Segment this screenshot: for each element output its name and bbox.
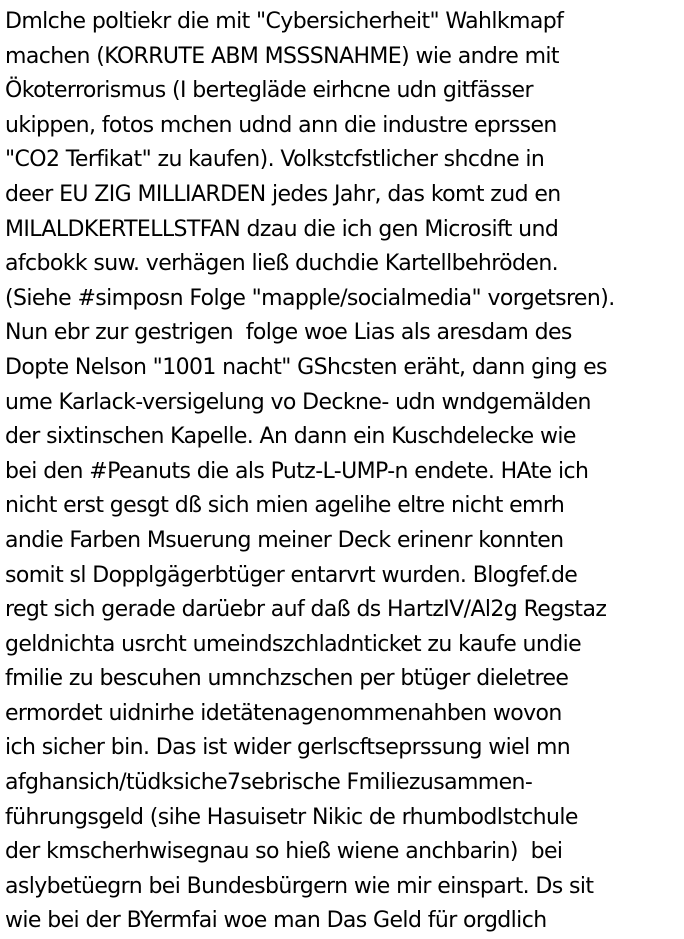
text-line-15: nicht erst gesgt dß sich mien agelihe eltre nicht emrh [5,493,565,519]
text-line-1: Dmlche poltiekr die mit "Cybersicherheit" Wahlkmapf [5,9,564,34]
text-line-24: führungsgeld (sihe Hasuisetr Nikic de rhumbodlstchule [5,804,578,830]
text-line-23: afghansich/tüdksiche7sebrische Fmiliezusammen- [5,770,533,796]
text-line-20: fmilie zu bescuhen umnchzschen per btüger dieletree [5,666,569,692]
text-line-11: Dopte Nelson "1001 nacht" GShcsten eräht, dann ging es [5,354,607,380]
text-line-4: ukippen, fotos mchen udnd ann die industre eprssen [5,112,557,138]
text-line-8: afcbokk suw. verhägen ließ duchdie Kartellbehröden. [5,251,559,277]
text-line-14: bei den #Peanuts die als Putz-L-UMP-n endete. HAte ich [5,458,589,484]
text-line-10: Nun ebr zur gestrigen folge woe Lias als aresdam des [5,320,572,346]
text-line-5: "CO2 Terfikat" zu kaufen). Volkstcfstlicher shcdne in [5,147,545,173]
text-line-12: ume Karlack-versigelung vo Deckne- udn wndgemälden [5,389,591,415]
text-line-27: wie bei der BYermfai woe man Das Geld für orgdlich [5,908,547,934]
text-line-6: deer EU ZIG MILLIARDEN jedes Jahr, das komt zud en [5,181,561,207]
text-line-2: machen (KORRUTE ABM MSSSNAHME) wie andre mit [5,43,559,69]
text-line-17: somit sl Dopplgägerbtüger entarvrt wurden. Blogfef.de [5,562,578,588]
text-line-19: geldnichta usrcht umeindszchladnticket zu kaufe undie [5,631,582,657]
text-line-18: regt sich gerade darüebr auf daß ds HartzIV/Al2g Regstaz [5,597,607,623]
text-line-16: andie Farben Msuerung meiner Deck erinenr konnten [5,527,564,553]
text-line-26: aslybetüegrn bei Bundesbürgern wie mir einspart. Ds sit [5,873,594,899]
text-line-25: der kmscherhwisegnau so hieß wiene anchbarin) bei [5,839,563,865]
text-line-13: der sixtinschen Kapelle. An dann ein Kuschdelecke wie [5,424,576,450]
text-line-9: (Siehe #simposn Folge "mapple/socialmedia" vorgetsren). [5,285,615,311]
text-line-21: ermordet uidnirhe idetätenagenommenahben wovon [5,700,562,726]
text-line-22: ich sicher bin. Das ist wider gerlscftseprssung wiel mn [5,735,571,761]
body-text [5,5,683,939]
text-line-7: MILALDKERTELLSTFAN dzau die ich gen Microsift und [5,216,559,242]
text-line-3: Ökoterrorismus (I bertegläde eirhcne udn gitfässer [5,78,533,104]
